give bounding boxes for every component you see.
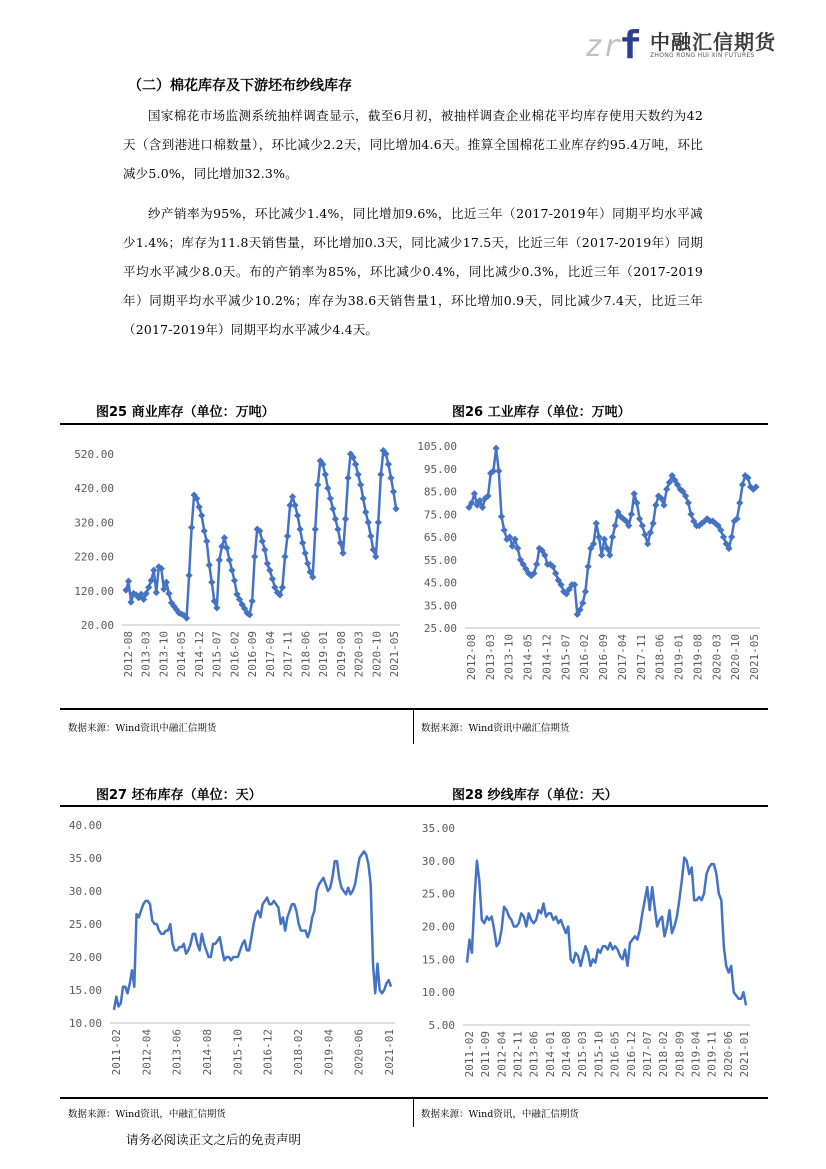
x-tick-label: 2020-06 — [721, 1031, 735, 1078]
data-point-marker — [251, 553, 258, 560]
figure-26-source: 数据来源：Wind资讯中融汇信期货 — [421, 723, 570, 734]
section-title: （二）棉花库存及下游坯布纱线库存 — [128, 78, 352, 94]
data-point-marker — [269, 575, 276, 582]
data-point-marker — [213, 604, 220, 611]
data-point-marker — [314, 481, 321, 488]
data-point-marker — [264, 560, 271, 567]
x-tick-label: 2016-02 — [228, 631, 242, 678]
data-point-marker — [598, 552, 605, 559]
y-tick-label: 20.00 — [421, 920, 455, 934]
data-point-marker — [606, 552, 613, 559]
x-tick-label: 2016-09 — [246, 631, 260, 678]
data-point-marker — [377, 471, 384, 478]
data-point-marker — [185, 572, 192, 579]
data-point-marker — [322, 471, 329, 478]
x-tick-label: 2021-05 — [748, 634, 761, 681]
x-tick-label: 2015-03 — [576, 1031, 590, 1078]
data-point-marker — [644, 540, 651, 547]
x-tick-label: 2011-02 — [463, 1031, 476, 1078]
zrf-logo-mark — [585, 22, 645, 62]
y-tick-label: 220.00 — [74, 550, 114, 564]
data-point-marker — [339, 550, 346, 557]
figure-26-title: 图26 工业库存（单位：万吨） — [452, 405, 631, 420]
data-point-marker — [728, 533, 735, 540]
x-tick-label: 2019-08 — [334, 631, 348, 678]
series-line — [467, 858, 746, 1006]
data-point-marker — [208, 579, 215, 586]
x-tick-label: 2021-01 — [383, 1029, 396, 1076]
data-point-marker — [201, 527, 208, 534]
x-tick-label: 2015-07 — [210, 631, 224, 678]
data-point-marker — [196, 503, 203, 510]
data-point-marker — [297, 526, 304, 533]
data-point-marker — [533, 561, 540, 568]
x-tick-label: 2015-10 — [592, 1031, 606, 1078]
disclaimer-footer: 请务必阅读正文之后的免责声明 — [126, 1132, 302, 1147]
x-tick-label: 2019-08 — [691, 634, 705, 681]
x-tick-label: 2014-08 — [560, 1031, 574, 1078]
data-point-marker — [612, 522, 619, 529]
data-point-marker — [291, 502, 298, 509]
data-point-marker — [281, 553, 288, 560]
figure-top-rule — [60, 423, 768, 425]
y-tick-label: 105.00 — [417, 440, 457, 453]
y-tick-label: 15.00 — [68, 984, 102, 997]
data-point-marker — [365, 519, 372, 526]
x-tick-label: 2020-10 — [370, 631, 384, 678]
data-point-marker — [362, 509, 369, 516]
data-point-marker — [495, 467, 502, 474]
data-point-marker — [663, 486, 670, 493]
y-tick-label: 25.00 — [421, 887, 455, 901]
x-tick-label: 2019-04 — [689, 1031, 703, 1078]
data-point-marker — [344, 474, 351, 481]
data-point-marker — [259, 538, 266, 545]
data-point-marker — [636, 515, 643, 522]
x-tick-label: 2013-10 — [502, 634, 516, 681]
data-point-marker — [284, 532, 291, 539]
data-point-marker — [501, 527, 508, 534]
x-tick-label: 2012-04 — [495, 1031, 509, 1078]
x-tick-label: 2014-12 — [540, 634, 554, 681]
x-tick-label: 2014-08 — [201, 1029, 214, 1076]
x-tick-label: 2013-03 — [139, 631, 153, 678]
x-tick-label: 2019-01 — [317, 631, 331, 678]
data-point-marker — [289, 493, 296, 500]
figure-28-title: 图28 纱线库存（单位：天） — [452, 788, 618, 803]
x-tick-label: 2020-06 — [352, 1029, 366, 1076]
x-tick-label: 2020-03 — [710, 634, 724, 681]
data-point-marker — [203, 538, 210, 545]
x-tick-label: 2016-05 — [608, 1031, 622, 1078]
y-tick-label: 25.00 — [68, 918, 102, 931]
figure-28-source: 数据来源：Wind资讯，中融汇信期货 — [421, 1109, 579, 1120]
chart-industrial-inventory — [415, 428, 767, 706]
svg-text:zr: zr — [585, 29, 622, 62]
data-point-marker — [593, 520, 600, 527]
data-point-marker — [387, 474, 394, 481]
paragraph-cotton-inventory: 国家棉花市场监测系统抽样调查显示，截至6月初，被抽样调查企业棉花平均库存使用天数约为42天（含到港进口棉数量），环比减少2.2天，同比增加4.6天。推算全国棉花工业库存约95.4万吨，环比减少5.0%，同比增加32.3%。 — [123, 108, 703, 181]
data-point-marker — [165, 590, 172, 597]
x-tick-label: 2014-12 — [192, 631, 206, 678]
data-point-marker — [127, 598, 134, 605]
x-tick-label: 2015-07 — [559, 634, 573, 681]
data-point-marker — [360, 495, 367, 502]
data-point-marker — [228, 567, 235, 574]
x-tick-label: 2014-01 — [543, 1031, 557, 1078]
y-tick-label: 30.00 — [68, 885, 102, 898]
data-point-marker — [628, 511, 635, 518]
x-tick-label: 2016-09 — [597, 634, 611, 681]
data-point-marker — [492, 445, 499, 452]
data-point-marker — [471, 490, 478, 497]
x-tick-label: 2021-05 — [388, 631, 401, 678]
y-tick-label: 20.00 — [68, 951, 102, 964]
x-tick-label: 2013-10 — [157, 631, 171, 678]
y-tick-label: 520.00 — [74, 448, 114, 461]
x-tick-label: 2012-08 — [465, 634, 478, 681]
data-point-marker — [609, 533, 616, 540]
y-tick-label: 25.00 — [423, 622, 457, 635]
data-point-marker — [652, 502, 659, 509]
x-tick-label: 2018-02 — [292, 1029, 305, 1076]
data-point-marker — [585, 563, 592, 570]
data-point-marker — [375, 519, 382, 526]
data-point-marker — [206, 562, 213, 569]
data-point-marker — [198, 512, 205, 519]
y-tick-label: 55.00 — [423, 553, 457, 567]
data-point-marker — [367, 532, 374, 539]
x-tick-label: 2017-04 — [615, 634, 629, 681]
data-point-marker — [329, 505, 336, 512]
data-point-marker — [332, 515, 339, 522]
x-tick-label: 2017-11 — [634, 634, 648, 681]
y-tick-label: 20.00 — [80, 619, 114, 632]
svg-text:f: f — [619, 23, 642, 62]
x-tick-label: 2018-06 — [653, 634, 667, 681]
data-point-marker — [324, 485, 331, 492]
company-logo-name: 中融汇信期货 — [650, 30, 776, 54]
data-point-marker — [249, 597, 256, 604]
x-tick-label: 2014-05 — [521, 634, 535, 681]
y-tick-label: 10.00 — [421, 986, 455, 1000]
data-point-marker — [739, 481, 746, 488]
figure-divider-2 — [413, 1097, 414, 1127]
x-tick-label: 2015-10 — [231, 1029, 245, 1076]
x-tick-label: 2013-06 — [170, 1029, 184, 1076]
data-point-marker — [266, 567, 273, 574]
x-tick-label: 2018-02 — [657, 1031, 671, 1078]
data-point-marker — [216, 556, 223, 563]
data-point-marker — [582, 588, 589, 595]
data-point-marker — [125, 578, 132, 585]
data-point-marker — [327, 495, 334, 502]
data-point-marker — [231, 577, 238, 584]
data-point-marker — [552, 570, 559, 577]
x-tick-label: 2018-09 — [673, 1031, 687, 1078]
x-tick-label: 2016-02 — [578, 634, 592, 681]
figure-top-rule-2 — [60, 805, 768, 807]
x-tick-label: 2012-08 — [122, 631, 135, 678]
x-tick-label: 2017-11 — [281, 631, 295, 678]
x-tick-label: 2013-06 — [527, 1031, 541, 1078]
chart-greige-cloth-inventory — [60, 810, 412, 1094]
data-point-marker — [631, 490, 638, 497]
y-tick-label: 120.00 — [74, 584, 114, 598]
data-point-marker — [299, 539, 306, 546]
y-tick-label: 35.00 — [423, 599, 457, 613]
y-tick-label: 95.00 — [423, 462, 457, 476]
y-tick-label: 5.00 — [428, 1019, 455, 1032]
x-tick-label: 2017-04 — [263, 631, 277, 678]
data-point-marker — [720, 533, 727, 540]
data-point-marker — [498, 513, 505, 520]
data-point-marker — [334, 526, 341, 533]
data-point-marker — [279, 584, 286, 591]
x-tick-label: 2013-03 — [483, 634, 497, 681]
figure-27-source: 数据来源：Wind资讯，中融汇信期货 — [68, 1109, 226, 1120]
data-point-marker — [639, 522, 646, 529]
data-point-marker — [685, 499, 692, 506]
x-tick-label: 2011-02 — [110, 1029, 123, 1076]
y-tick-label: 85.00 — [423, 485, 457, 499]
chart-yarn-inventory — [415, 810, 767, 1094]
data-point-marker — [736, 499, 743, 506]
data-point-marker — [390, 488, 397, 495]
data-point-marker — [342, 515, 349, 522]
y-tick-label: 75.00 — [423, 508, 457, 522]
paragraph-yarn-cloth-inventory: 纱产销率为95%，环比减少1.4%，同比增加9.6%，比近三年（2017-2019年）同期平均水平减少1.4%；库存为11.8天销售量，环比增加0.3天，同比减少17.5天，比近三年（2017-2019年）同期平均水平减少8.0天。布的产销率为85%，环比减少0.4%，同比减少0.3%，比近三年（2017-2019年）同期平均水平减少10.2%；库存为38.6天销售量1，环比增加0.9天，同比减少7.4天，比近三年（2017-2019年）同期平均水平减少4.4天。 — [123, 206, 703, 337]
y-tick-label: 15.00 — [421, 953, 455, 967]
data-point-marker — [372, 553, 379, 560]
data-point-marker — [226, 556, 233, 563]
x-tick-label: 2019-11 — [705, 1031, 719, 1078]
x-tick-label: 2021-01 — [738, 1031, 751, 1078]
data-point-marker — [261, 546, 268, 553]
x-tick-label: 2018-06 — [299, 631, 313, 678]
data-point-marker — [687, 511, 694, 518]
x-tick-label: 2011-09 — [479, 1031, 493, 1078]
figure-bottom-rule — [60, 708, 768, 710]
chart-commercial-inventory — [60, 428, 412, 706]
company-logo-english: ZHONG RONG HUI XIN FUTURES — [650, 52, 755, 59]
y-tick-label: 320.00 — [74, 516, 114, 530]
data-point-marker — [357, 481, 364, 488]
series-line — [114, 851, 391, 1009]
figure-25-title: 图25 商业库存（单位：万吨） — [96, 405, 275, 420]
data-point-marker — [304, 560, 311, 567]
x-tick-label: 2016-12 — [624, 1031, 638, 1078]
y-tick-label: 35.00 — [68, 852, 102, 865]
data-point-marker — [312, 526, 319, 533]
data-point-marker — [660, 502, 667, 509]
series-line — [469, 448, 756, 614]
data-point-marker — [302, 550, 309, 557]
figure-25-source: 数据来源：Wind资讯中融汇信期货 — [68, 723, 217, 734]
y-tick-label: 40.00 — [68, 819, 102, 832]
y-tick-label: 45.00 — [423, 576, 457, 590]
y-tick-label: 65.00 — [423, 531, 457, 544]
figure-27-title: 图27 坯布库存（单位：天） — [96, 788, 262, 803]
data-point-marker — [352, 461, 359, 468]
x-tick-label: 2012-04 — [140, 1029, 154, 1076]
y-tick-label: 420.00 — [74, 482, 114, 496]
data-point-marker — [153, 589, 160, 596]
y-tick-label: 35.00 — [421, 822, 455, 835]
x-tick-label: 2020-10 — [729, 634, 743, 681]
figure-bottom-rule-2 — [60, 1097, 768, 1099]
y-tick-label: 30.00 — [421, 854, 455, 868]
data-point-marker — [355, 471, 362, 478]
x-tick-label: 2020-03 — [352, 631, 366, 678]
data-point-marker — [385, 461, 392, 468]
y-tick-label: 10.00 — [68, 1017, 102, 1030]
x-tick-label: 2019-01 — [672, 634, 686, 681]
data-point-marker — [221, 534, 228, 541]
x-tick-label: 2014-05 — [175, 631, 189, 678]
data-point-marker — [579, 599, 586, 606]
data-point-marker — [188, 524, 195, 531]
x-tick-label: 2019-04 — [322, 1029, 336, 1076]
data-point-marker — [145, 584, 152, 591]
x-tick-label: 2017-07 — [640, 1031, 654, 1078]
x-tick-label: 2016-12 — [261, 1029, 275, 1076]
data-point-marker — [650, 520, 657, 527]
x-tick-label: 2012-11 — [511, 1031, 525, 1078]
data-point-marker — [294, 512, 301, 519]
figure-divider — [413, 708, 414, 744]
data-point-marker — [392, 505, 399, 512]
